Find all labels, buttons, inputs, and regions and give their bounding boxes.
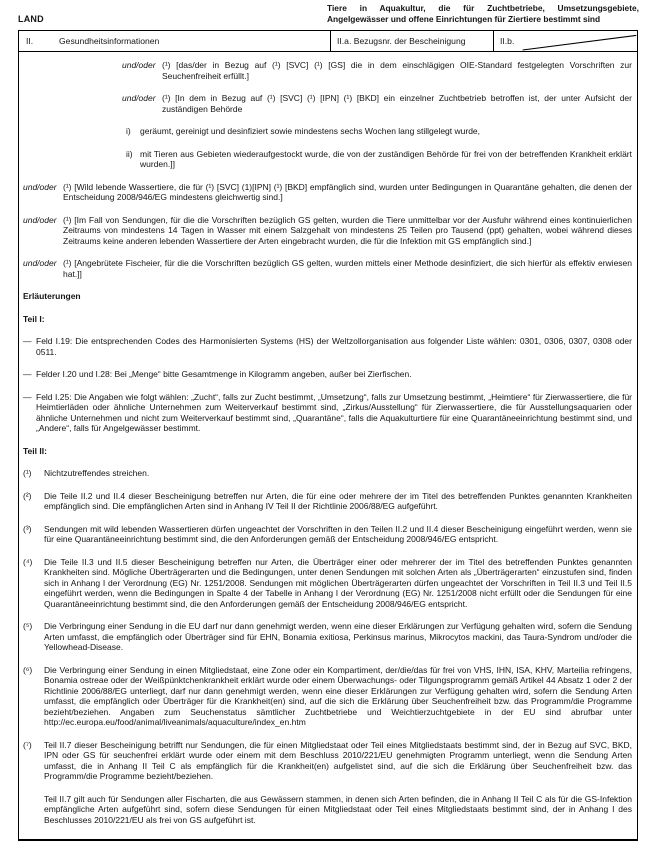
clause-text: (¹) [Wild lebende Wassertiere, die für (¹) [SVC] (1)[IPN] (¹) [BKD] empfänglich sind, wurden unter Bedingungen in Quarantäne gehalten, die denen der Entscheidung 2008/946/EG mindestens gleichwertig sind.]: [63, 181, 632, 202]
footnote-continuation: [44, 794, 632, 826]
clause-text: (¹) [Im Fall von Sendungen, für die die Vorschriften bezüglich GS gelten, wurden die Tiere unmittelbar vor der Ausfuhr während eines kontinuierlichen Zeitraums von mindestens 14 Tagen in Wasser mit einem Salzgehalt von mindestens 25 Teilen pro Tausend (ppt) gehalten, wobei während dieses Zeitraums keine anderen lebenden Wassertiere der Arten eingebracht wurden, die für die Infektion mit GS empfänglich sind.]: [63, 214, 632, 246]
section-label: Gesundheitsinformationen: [59, 36, 160, 46]
iib-cell: [493, 31, 637, 51]
part1-item: [23, 392, 632, 434]
sub-clause-text: geräumt, gereinigt und desinfiziert sowie mindestens sechs Wochen lang stillgelegt wurde,: [140, 126, 481, 136]
footnote-text: Die Teile II.3 und II.5 dieser Bescheinigung betreffen nur Arten, die Überträger einer oder mehrerer der im Titel des betreffenden Punktes genannten Krankheiten sind. Mögliche Überträgerarten und die Bedingungen, unter denen Sendungen mit solchen Arten als „Überträgerarten“ einzustufen sind, finden sich in Anhang I der Verordnung (EG) Nr. 1251/2008. Sendungen mit möglichen Überträgerarten dürfen ungeachtet der Vorschriften in Teil II.3 und Teil II.5 eingeführt werden, wenn die Bedingungen in Spalte 4 der Tabelle in Anhang I der Verordnung (EG) Nr. 1251/2008 nicht erfüllt oder die Sendungen für eine Quarantäneeinrichtung bestimmt sind, die den Anforderungen gemäß der Entscheidung 2008/946/EG entspricht.: [44, 556, 632, 609]
certificate-body: [19, 52, 637, 839]
country-label: LAND: [18, 14, 44, 24]
undoder-label: und/oder: [23, 214, 57, 225]
sub-clause: [126, 149, 632, 170]
footnote-number: (⁷): [23, 739, 32, 750]
clause-text: (¹) [In dem in Bezug auf (¹) [SVC] (¹) [IPN] (¹) [BKD] ein einzelner Zuchtbetrieb betroffen ist, der unter Aufsicht der zuständigen Behörde: [162, 93, 632, 114]
sub-clause-number: i): [126, 126, 131, 136]
reference-number-cell: [330, 31, 493, 51]
footnote: [23, 665, 632, 728]
footnote-text: Sendungen mit wild lebenden Wassertieren dürfen ungeachtet der Vorschriften in den Teilen II.2 und II.4 dieser Bescheinigung eingeführt werden, wenn sie für eine Quarantäneeinrichtung bestimmt sind, die den Anforderungen gemäß der Entscheidung 2008/946/EG entspricht.: [44, 523, 632, 544]
part2-heading: Teil II:: [23, 445, 47, 456]
dash-bullet: —: [23, 369, 32, 379]
footnote: [23, 740, 632, 782]
undoder-label: und/oder: [23, 181, 57, 192]
certificate-frame: [18, 30, 638, 841]
footnote: [23, 468, 632, 479]
part1-item-text: Feld I.25: Die Angaben wie folgt wählen: „Zucht“, falls zur Zucht bestimmt, „Umsetzung“, falls zur Umsetzung bestimmt, „Heimtiere“ für Zierwassertiere, die für Heimtierläden oder ähnliche Unternehmen zum Weiterverkauf bestimmt sind, „Zirkus/Ausstellung“ für Zierwassertiere, die für Ausstellungsaquarien oder ähnliche Unternehmen und nicht zum Weiterverkauf bestimmt sind, „Quarantäne“, falls die Aquakulturtiere für eine Quarantäneeinrichtung bestimmt sind, und „Andere“, falls für Angelgewässer bestimmt.: [36, 391, 632, 433]
clause-undoder: [23, 182, 632, 203]
dash-bullet: —: [23, 336, 32, 346]
footnote-text: Die Verbringung einer Sendung in die EU darf nur dann genehmigt werden, wenn eine dieser Erklärungen zur Verfügung gehalten wird, sofern die Sendung Arten umfasst, die empfänglich oder Überträger sind für EHN, Bonamia exitiosa, Perkinsus marinus, Mikrocytos mackini, das Taura-Syndrom und/oder die Yellowhead-Disease.: [44, 621, 632, 652]
dash-bullet: —: [23, 391, 32, 402]
table-header-row: [19, 31, 637, 52]
sub-clause-text: mit Tieren aus Gebieten wiederaufgestockt wurde, die von der zuständigen Behörde für frei von der betreffenden Krankheit erklärt wurden.]]: [140, 148, 632, 169]
diagonal-strike-line: [494, 31, 637, 51]
part1-item: [23, 336, 632, 357]
document-title: Tiere in Aquakultur, die für Zuchtbetriebe, Umsetzungsgebiete, Angelgewässer und offene Einrichtungen für Ziertiere bestimmt sind: [327, 3, 639, 24]
clause-undoder: [23, 258, 632, 279]
footnote-text: Teil II.7 dieser Bescheinigung betrifft nur Sendungen, die für einen Mitgliedstaat oder Teil eines Mitgliedstaats bestimmt sind, der in Bezug auf SVC, BKD, IPN oder GS für seuchenfrei erklärt wurde oder einem mit dem Beschluss 2010/221/EU genehmigten Programm unterliegt, wenn die Sendung Arten umfasst, die in Anhang II Teil C als empfänglich für die Krankheit(en) aufgelistet sind, auf die sich die Erklärung über Seuchenfreiheit bzw. das Programm/die Programme bezieht/beziehen.: [44, 739, 632, 781]
section-number: II.: [26, 36, 34, 46]
footnote-text: Teil II.7 gilt auch für Sendungen aller Fischarten, die aus Gewässern stammen, in denen sich Arten befinden, die in Anhang II Teil C als für die GS-Infektion empfängliche Arten aufgeführt sind, sofern diese Sendungen für einen Mitgliedstaat oder Teil eines Mitgliedstaats bestimmt sind, der in Anhang I des Beschlusses 2010/221/EU als frei von GS aufgeführt ist.: [44, 793, 632, 825]
footnote-number: (¹): [23, 468, 32, 478]
iib-label: II.b.: [500, 36, 515, 46]
clause-text: (¹) [das/der in Bezug auf (¹) [SVC] (¹) [GS] die in dem einschlägigen OIE-Standard festgelegten Vorschriften zur Seuchenfreiheit erfüllt.]: [162, 60, 632, 81]
footnote: [23, 557, 632, 610]
footnote-text: Nichtzutreffendes streichen.: [44, 468, 150, 478]
sub-clause-number: ii): [126, 148, 133, 159]
sub-clause: [126, 126, 632, 137]
section-cell: [19, 36, 330, 46]
footnote-number: (⁴): [23, 556, 33, 567]
footnote-number: (⁶): [23, 664, 33, 675]
undoder-label: und/oder: [122, 93, 156, 103]
undoder-label: und/oder: [122, 60, 156, 70]
footnote-number: (²): [23, 490, 32, 501]
undoder-label: und/oder: [23, 258, 57, 268]
part1-item-text: Feld I.19: Die entsprechenden Codes des Harmonisierten Systems (HS) der Weltzollorganisation aus folgender Liste wählen: 0301, 0306, 0307, 0308 oder 0511.: [36, 336, 632, 357]
part1-item: [23, 369, 632, 380]
clause-undoder: [23, 215, 632, 247]
clause-text: (¹) [Angebrütete Fischeier, für die die Vorschriften bezüglich GS gelten, wurden mittels einer Methode desinfiziert, die sich hierfür als effektiv erwiesen hat.]]: [63, 258, 632, 279]
footnote-text: Die Verbringung einer Sendung in einen Mitgliedstaat, eine Zone oder ein Kompartiment, der/die/das für frei von VHS, IHN, ISA, KHV, Marteilia refringens, Bonamia ostreae oder der Weißpünktchenkrankheit erklärt wurde oder einem Überwachungs- oder Tilgungsprogramm gemäß Artikel 44 Absatz 1 oder 2 der Richtlinie 2006/88/EG unterliegt, darf nur dann genehmigt werden, wenn eine dieser Erklärungen zur Verfügung gehalten wird, sofern die Sendung Arten umfasst, die empfänglich oder Überträger für die Krankheit(en) sind, auf die sich die Erklärung über Seuchenfreiheit bzw. das Programm/die Programme bezieht/beziehen. Angaben zum Seuchenstatus sämtlicher Zuchtbetriebe und Weichtierzuchtgebiete in der EU sind abrufbar unter http://ec.europa.eu/food/animal/liveanimals/aquaculture/index_en.htm: [44, 664, 632, 727]
footnote-number: (³): [23, 523, 32, 534]
clause-undoder: [122, 60, 632, 81]
part1-item-text: Felder I.20 und I.28: Bei „Menge“ bitte Gesamtmenge in Kilogramm angeben, außer bei Zierfischen.: [36, 369, 412, 379]
footnote: [23, 621, 632, 653]
clause-undoder: [122, 93, 632, 114]
reference-number-label: II.a. Bezugsnr. der Bescheinigung: [337, 36, 466, 46]
footnote-number: (⁵): [23, 621, 33, 631]
explanations-heading: Erläuterungen: [23, 291, 81, 301]
footnote: [23, 524, 632, 545]
part1-heading: Teil I:: [23, 313, 45, 324]
footnote: [23, 491, 632, 512]
page-header: [18, 3, 639, 24]
footnote-text: Die Teile II.2 und II.4 dieser Bescheinigung betreffen nur Arten, die für eine oder mehrere der im Titel des betreffenden Punktes genannten Krankheiten empfänglich sind. Die empfänglichen Arten sind in Anhang IV Teil II der Richtlinie 2006/88/EG aufgeführt.: [44, 490, 632, 511]
